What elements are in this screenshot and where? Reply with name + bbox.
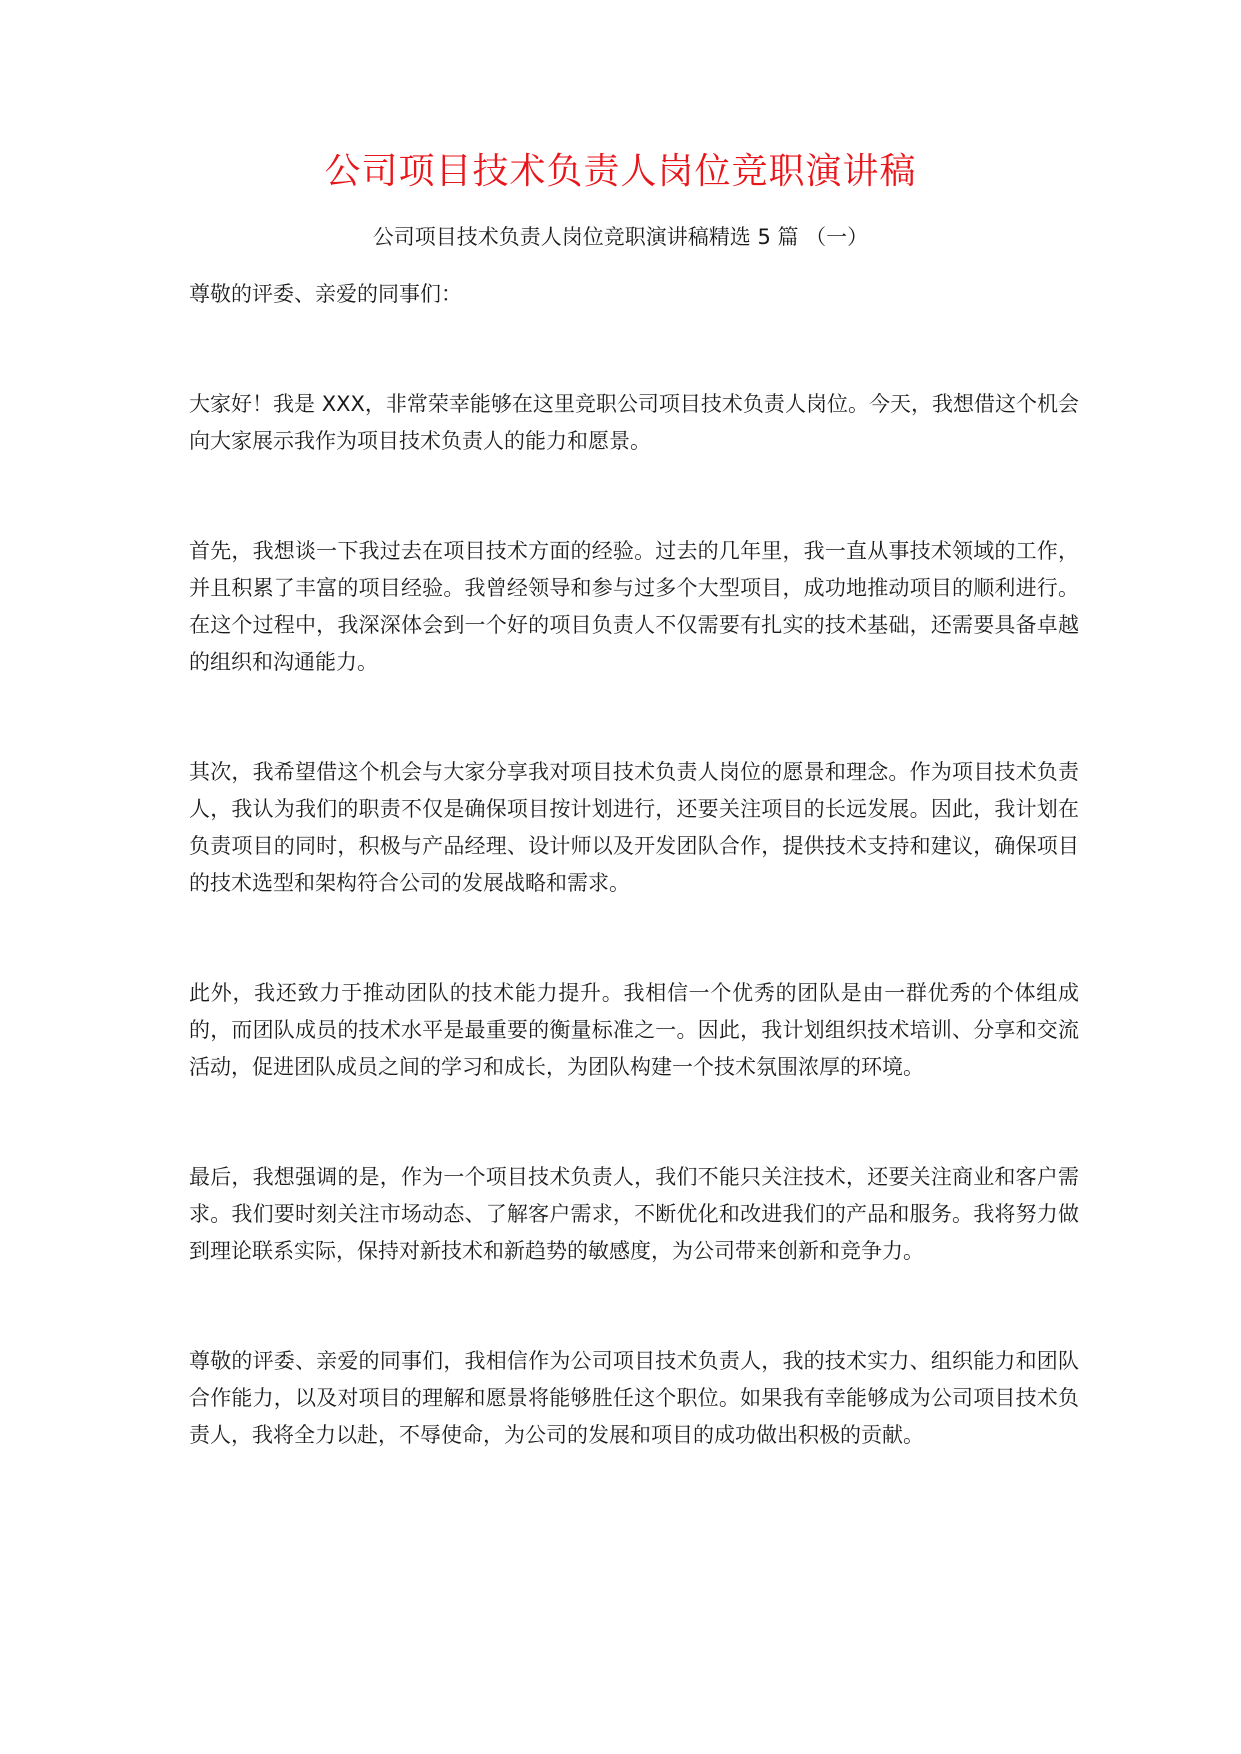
document-title: 公司项目技术负责人岗位竞职演讲稿 [324, 151, 917, 192]
paragraph-vision: 其次，我希望借这个机会与大家分享我对项目技术负责人岗位的愿景和理念。作为项目技术负责人，我认为我们的职责不仅是确保项目按计划进行，还要关注项目的长远发展。因此，我计划在负责项目的同时，积极与产品经理、设计师以及开发团队合作，提供技术支持和建议，确保项目的技术选型和架构符合公司的发展战略和需求。 [189, 760, 1079, 895]
greeting: 尊敬的评委、亲爱的同事们： [189, 282, 462, 306]
document-body [189, 276, 1079, 1454]
paragraph-experience: 首先，我想谈一下我过去在项目技术方面的经验。过去的几年里，我一直从事技术领域的工作，并且积累了丰富的项目经验。我曾经领导和参与过多个大型项目，成功地推动项目的顺利进行。在这个过程中，我深深体会到一个好的项目负责人不仅需要有扎实的技术基础，还需要具备卓越的组织和沟通能力。 [189, 539, 1079, 674]
document-subtitle: 公司项目技术负责人岗位竞职演讲稿精选 5 篇 （一） [372, 225, 869, 249]
paragraph-business: 最后，我想强调的是，作为一个项目技术负责人，我们不能只关注技术，还要关注商业和客户需求。我们要时刻关注市场动态、了解客户需求，不断优化和改进我们的产品和服务。我将努力做到理论联系实际，保持对新技术和新趋势的敏感度，为公司带来创新和竞争力。 [189, 1165, 1079, 1263]
paragraph-intro: 大家好！我是 XXX，非常荣幸能够在这里竞职公司项目技术负责人岗位。今天，我想借这个机会向大家展示我作为项目技术负责人的能力和愿景。 [189, 392, 1079, 453]
paragraph-closing: 尊敬的评委、亲爱的同事们，我相信作为公司项目技术负责人，我的技术实力、组织能力和团队合作能力，以及对项目的理解和愿景将能够胜任这个职位。如果我有幸能够成为公司项目技术负责人，我将全力以赴，不辱使命，为公司的发展和项目的成功做出积极的贡献。 [189, 1349, 1079, 1447]
paragraph-team: 此外，我还致力于推动团队的技术能力提升。我相信一个优秀的团队是由一群优秀的个体组成的，而团队成员的技术水平是最重要的衡量标准之一。因此，我计划组织技术培训、分享和交流活动，促进团队成员之间的学习和成长，为团队构建一个技术氛围浓厚的环境。 [189, 981, 1079, 1079]
